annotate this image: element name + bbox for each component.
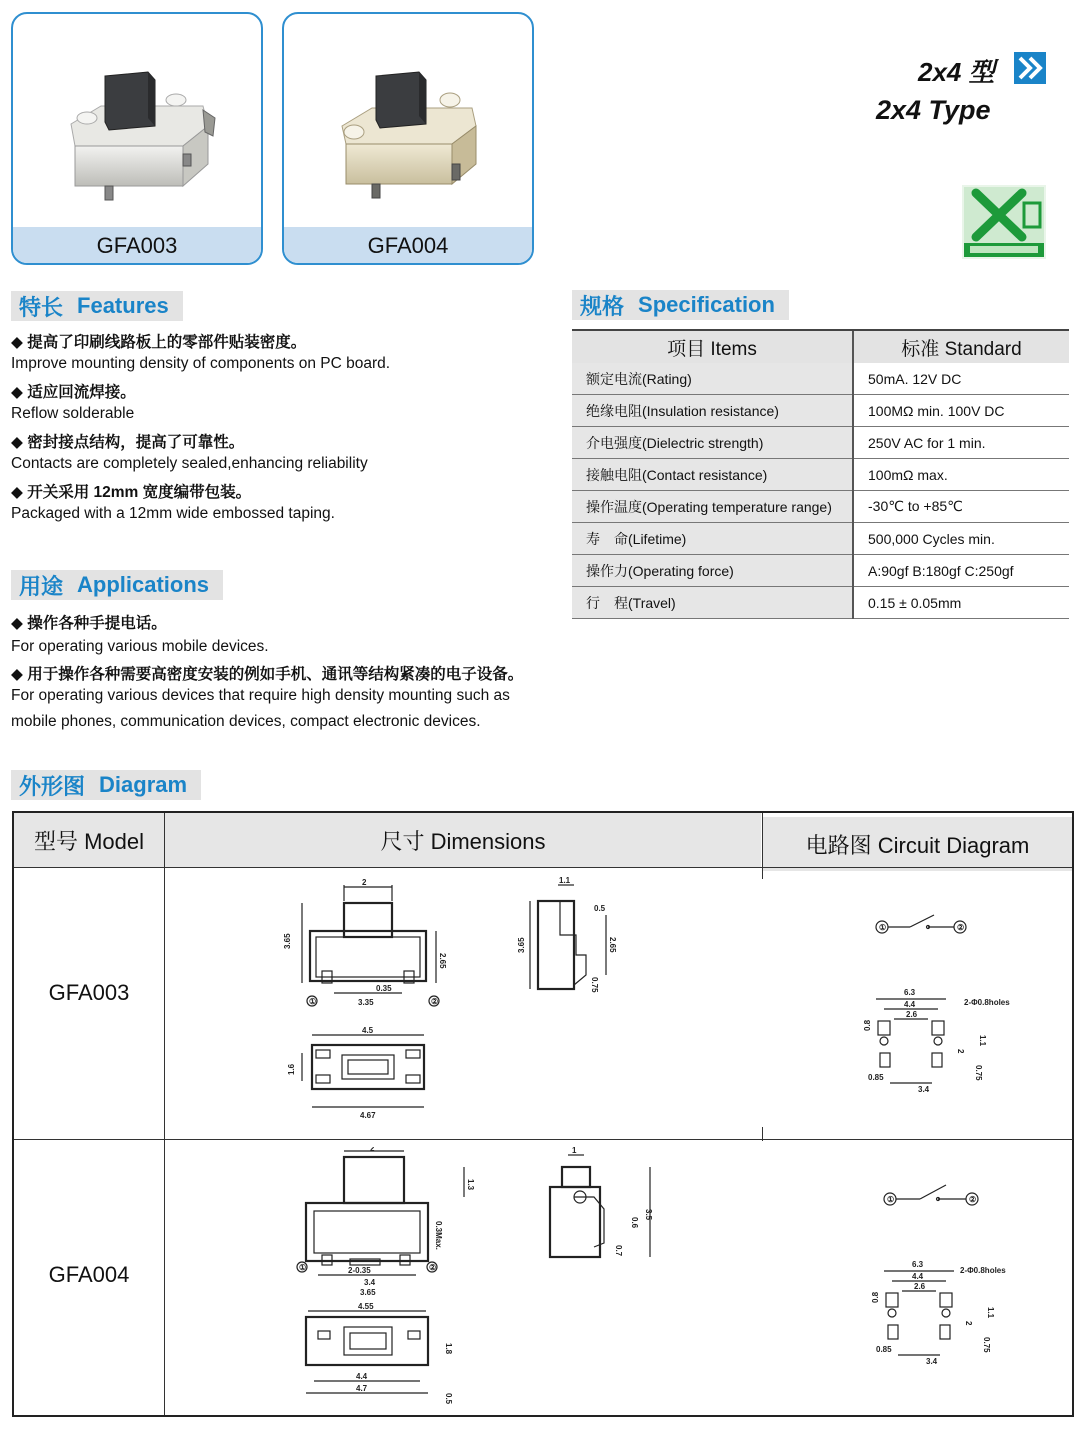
type-title-en: 2x4 Type	[876, 95, 991, 125]
spec-item: 操作温度(Operating temperature range)	[572, 491, 853, 523]
spec-item: 绝缘电阻(Insulation resistance)	[572, 395, 853, 427]
gfa003-circuit-drawing	[846, 905, 1068, 1137]
gfa004-circuit-drawing	[854, 1177, 1068, 1407]
table-row	[572, 523, 1069, 555]
dim-label: 4.4	[904, 1000, 916, 1009]
features-title-cn: 特长	[19, 294, 64, 320]
diagram-header-circuit: 电路图 Circuit Diagram	[763, 817, 1072, 871]
table-row	[572, 427, 1069, 459]
product-name: GFA004	[284, 227, 532, 263]
table-row	[572, 459, 1069, 491]
diagram-table	[12, 811, 1074, 1417]
pin-label: ②	[969, 1195, 977, 1204]
diagram-title-cn: 外形图	[19, 773, 86, 799]
spec-value: 250V AC for 1 min.	[853, 427, 1069, 459]
applications-title-en: Applications	[77, 572, 210, 597]
dim-label: 2.6	[914, 1282, 926, 1291]
applications-line: mobile phones, communication devices, compact electronic devices.	[11, 713, 481, 730]
dim-label: 3.5	[644, 1209, 653, 1221]
dim-label: 2.6	[906, 1010, 918, 1019]
features-line: Packaged with a 12mm wide embossed taping.	[11, 505, 335, 522]
features-line: ◆ 提高了印刷线路板上的零部件贴装密度。	[11, 334, 307, 351]
dim-label: 2	[362, 878, 367, 887]
applications-section-header	[11, 570, 223, 600]
product-card-gfa003	[11, 12, 263, 265]
dim-label: 2	[956, 1049, 965, 1054]
dim-label: 0.85	[876, 1345, 892, 1354]
specification-title-en: Specification	[638, 292, 775, 317]
features-title-en: Features	[77, 293, 169, 318]
x-certification-logo	[962, 185, 1046, 264]
spec-value: A:90gf B:180gf C:250gf	[853, 555, 1069, 587]
dim-label: 0.35	[376, 984, 392, 993]
applications-line: For operating various devices that require high density mounting such as	[11, 687, 510, 704]
pin-label: ②	[429, 1263, 437, 1272]
dim-label: 6.3	[912, 1260, 924, 1269]
features-section-header	[11, 291, 183, 321]
dim-label: 2.65	[608, 937, 617, 953]
table-row	[572, 363, 1069, 395]
dim-label: 4.4	[912, 1272, 924, 1281]
spec-value: 0.15 ± 0.05mm	[853, 587, 1069, 619]
gfa003-dimension-drawing	[276, 875, 636, 1133]
table-row	[572, 587, 1069, 619]
features-line: Improve mounting density of components on PC board.	[11, 355, 391, 372]
pin-label: ①	[299, 1263, 307, 1272]
spec-header-items: 项目 Items	[572, 330, 853, 363]
spec-item: 寿 命(Lifetime)	[572, 523, 853, 555]
dim-label: 2-0.35	[348, 1266, 371, 1275]
dim-label: 0.75	[590, 977, 599, 993]
dim-label: 1.1	[986, 1307, 995, 1319]
dim-label: 2-Φ0.8holes	[960, 1266, 1006, 1275]
gfa004-product-photo	[284, 14, 532, 229]
table-row	[572, 395, 1069, 427]
spec-item: 接触电阻(Contact resistance)	[572, 459, 853, 491]
dim-label: 1	[572, 1147, 577, 1155]
dim-label: 1.3	[466, 1179, 475, 1191]
gfa003-product-photo	[13, 14, 261, 229]
spec-value: 100MΩ min. 100V DC	[853, 395, 1069, 427]
dim-label: 4.67	[360, 1111, 376, 1120]
dim-label: 0.8	[863, 1019, 872, 1031]
pin-label: ②	[957, 923, 965, 932]
features-line: ◆ 密封接点结构，提高了可靠性。	[11, 434, 245, 451]
dim-label: 0.5	[444, 1393, 453, 1405]
dim-label: 1.8	[444, 1343, 453, 1355]
divider	[762, 813, 763, 879]
applications-line: For operating various mobile devices.	[11, 638, 269, 655]
dim-label: 0.7	[614, 1245, 623, 1257]
pin-label: ①	[309, 997, 317, 1006]
dim-label: 4.7	[356, 1384, 368, 1393]
dim-label: 3.4	[364, 1278, 376, 1287]
type-title-cn: 2x4 型	[918, 57, 995, 87]
pin-label: ①	[887, 1195, 895, 1204]
spec-item: 行 程(Travel)	[572, 587, 853, 619]
applications-title-cn: 用途	[19, 573, 64, 599]
diagram-header-dimensions: 尺寸 Dimensions	[165, 813, 761, 867]
spec-header-standard: 标准 Standard	[853, 330, 1069, 363]
spec-item: 操作力(Operating force)	[572, 555, 853, 587]
dim-label: 0.3Max.	[434, 1221, 443, 1250]
dim-label: 3.4	[926, 1357, 938, 1366]
spec-value: 500,000 Cycles min.	[853, 523, 1069, 555]
applications-line: ◆ 操作各种手提电话。	[11, 615, 167, 632]
pin-label: ②	[431, 997, 439, 1006]
dim-label: 3.65	[517, 937, 526, 953]
model-name: GFA004	[48, 1262, 130, 1287]
dim-label: 2-Φ0.8holes	[964, 998, 1010, 1007]
product-card-gfa004	[282, 12, 534, 265]
dim-label: 2.65	[438, 953, 447, 969]
dim-label: 0.6	[630, 1217, 639, 1229]
dim-label: 2	[964, 1321, 973, 1326]
dim-label: 3.65	[360, 1288, 376, 1297]
dim-label: 4.5	[362, 1026, 374, 1035]
dim-label: 0.5	[594, 904, 606, 913]
dim-label: 1.1	[559, 876, 571, 885]
spec-item: 额定电流(Rating)	[572, 363, 853, 395]
double-chevron-right-icon	[1014, 52, 1046, 89]
features-line: ◆ 适应回流焊接。	[11, 384, 136, 401]
spec-item: 介电强度(Dielectric strength)	[572, 427, 853, 459]
features-line: Reflow solderable	[11, 405, 135, 422]
pin-label: ①	[879, 923, 887, 932]
gfa004-dimension-drawing	[284, 1147, 654, 1409]
diagram-section-header	[11, 770, 201, 800]
divider	[14, 1139, 1072, 1140]
specification-table	[572, 329, 1069, 619]
dim-label: 6.3	[904, 988, 916, 997]
product-name: GFA003	[13, 227, 261, 263]
applications-line: ◆ 用于操作各种需要高密度安装的例如手机、通讯等结构紧凑的电子设备。	[11, 666, 524, 683]
dim-label: 3.35	[358, 998, 374, 1007]
dim-label: 3.4	[918, 1085, 930, 1094]
specification-title-cn: 规格	[580, 293, 625, 319]
dim-label: 0.8	[871, 1291, 880, 1303]
divider	[14, 867, 1072, 868]
spec-value: 100mΩ max.	[853, 459, 1069, 491]
diagram-title-en: Diagram	[99, 772, 188, 797]
dim-label: 0.75	[974, 1065, 983, 1081]
spec-value: 50mA. 12V DC	[853, 363, 1069, 395]
dim-label: 1.1	[978, 1035, 987, 1047]
dim-label: 3.65	[283, 933, 292, 949]
features-line: Contacts are completely sealed,enhancing reliability	[11, 455, 368, 472]
dim-label: 0.75	[982, 1337, 991, 1353]
table-row	[572, 555, 1069, 587]
table-row	[572, 491, 1069, 523]
spec-value: -30℃ to +85℃	[853, 491, 1069, 523]
features-line: ◆ 开关采用 12mm 宽度编带包装。	[11, 484, 252, 501]
specification-section-header	[572, 290, 789, 320]
dim-label: 4.55	[358, 1302, 374, 1311]
divider	[164, 813, 165, 1415]
dim-label: 0.85	[868, 1073, 884, 1082]
dim-label: 1.6	[287, 1063, 296, 1075]
dim-label: 2	[370, 1147, 375, 1153]
model-name: GFA003	[48, 980, 130, 1005]
dim-label: 4.4	[356, 1372, 368, 1381]
diagram-header-model: 型号 Model	[14, 813, 164, 867]
